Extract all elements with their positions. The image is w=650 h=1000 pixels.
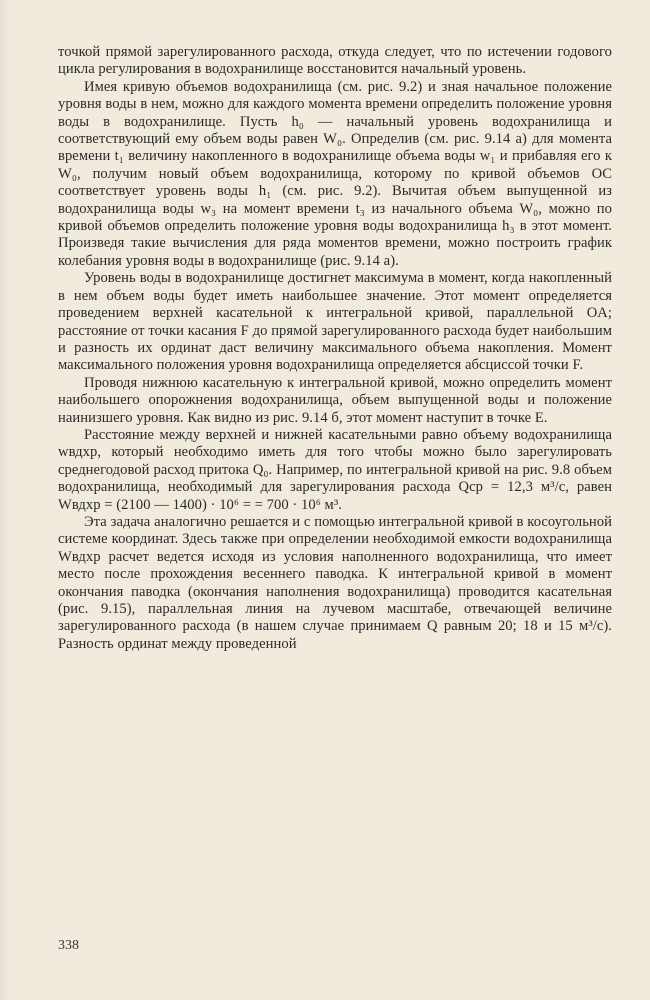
text-body (58, 44, 612, 653)
paragraph-maximum-level: Уровень воды в водохранилище достигнет максимума в момент, когда накопленный в нем объем воды будет иметь наибольшее значение. Этот момент определяется проведением верхней касательной к интегральной кривой, параллельной OA; расстояние от точки касания F до прямой зарегулированного расхода будет наибольшим и разность их ординат даст величину максимального объема накопления. Момент максимального положения уровня водохранилища определяется абсциссой точки F. (58, 270, 612, 374)
paragraph-lower-tangent: Проводя нижнюю касательную к интегральной кривой, можно определить момент наибольшего опорожнения водохранилища, объем выпущенной воды и положение наинизшего уровня. Как видно из рис. 9.14 б, этот момент наступит в точке E. (58, 374, 612, 426)
page-number: 338 (58, 938, 79, 953)
paragraph-oblique-coordinates: Эта задача аналогично решается и с помощью интегральной кривой в косоугольной системе координат. Здесь также при определении необходимой емкости водохранилища Wвдхр расчет ведется исходя из условия наполненного водохранилища, что имеет место после прохождения весеннего паводка. К интегральной кривой в момент окончания паводка (окончания наполнения водохранилища) проводится касательная (рис. 9.15), параллельная линия на лучевом масштабе, отвечающей величине зарегулированного расхода (в нашем случае принимаем Q равным 20; 18 и 15 м³/с). Разность ординат между проведенной (58, 513, 612, 652)
paragraph-reservoir-volume: Расстояние между верхней и нижней касательными равно объему водохранилища wвдхр, который необходимо иметь для того чтобы можно было зарегулировать среднегодовой расход притока Q₀. Например, по интегральной кривой на рис. 9.8 объем водохранилища, необходимый для зарегулирования расхода Qср = 12,3 м³/с, равен Wвдхр = (2100 — 1400) · 10⁶ = = 700 · 10⁶ м³. (58, 426, 612, 513)
paragraph-volume-curve: Имея кривую объемов водохранилища (см. рис. 9.2) и зная начальное положение уровня воды в нем, можно для каждого момента времени определить положение уровня воды в водохранилище. Пусть h₀ — начальный уровень водохранилища и соответствующий ему объем воды равен W₀. Определив (см. рис. 9.14 а) для момента времени t₁ величину накопленного в водохранилище объема воды w₁ и прибавляя его к W₀, получим новый объем водохранилища, которому по кривой объемов OC соответствует уровень воды h₁ (см. рис. 9.2). Вычитая объем выпущенной из водохранилища воды w₃ на момент времени t₃ из начального объема W₀, можно по кривой объемов определить положение уровня воды водохранилища h₃ в этот момент. Произведя такие вычисления для ряда моментов времени, можно построить график колебания уровня воды в водохранилище (рис. 9.14 а). (58, 78, 612, 269)
paper-edge-shade (0, 0, 10, 1000)
page-content (58, 44, 612, 944)
paragraph-continuation: точкой прямой зарегулированного расхода, откуда следует, что по истечении годового цикла регулирования в водохранилище восстановится начальный уровень. (58, 44, 612, 78)
